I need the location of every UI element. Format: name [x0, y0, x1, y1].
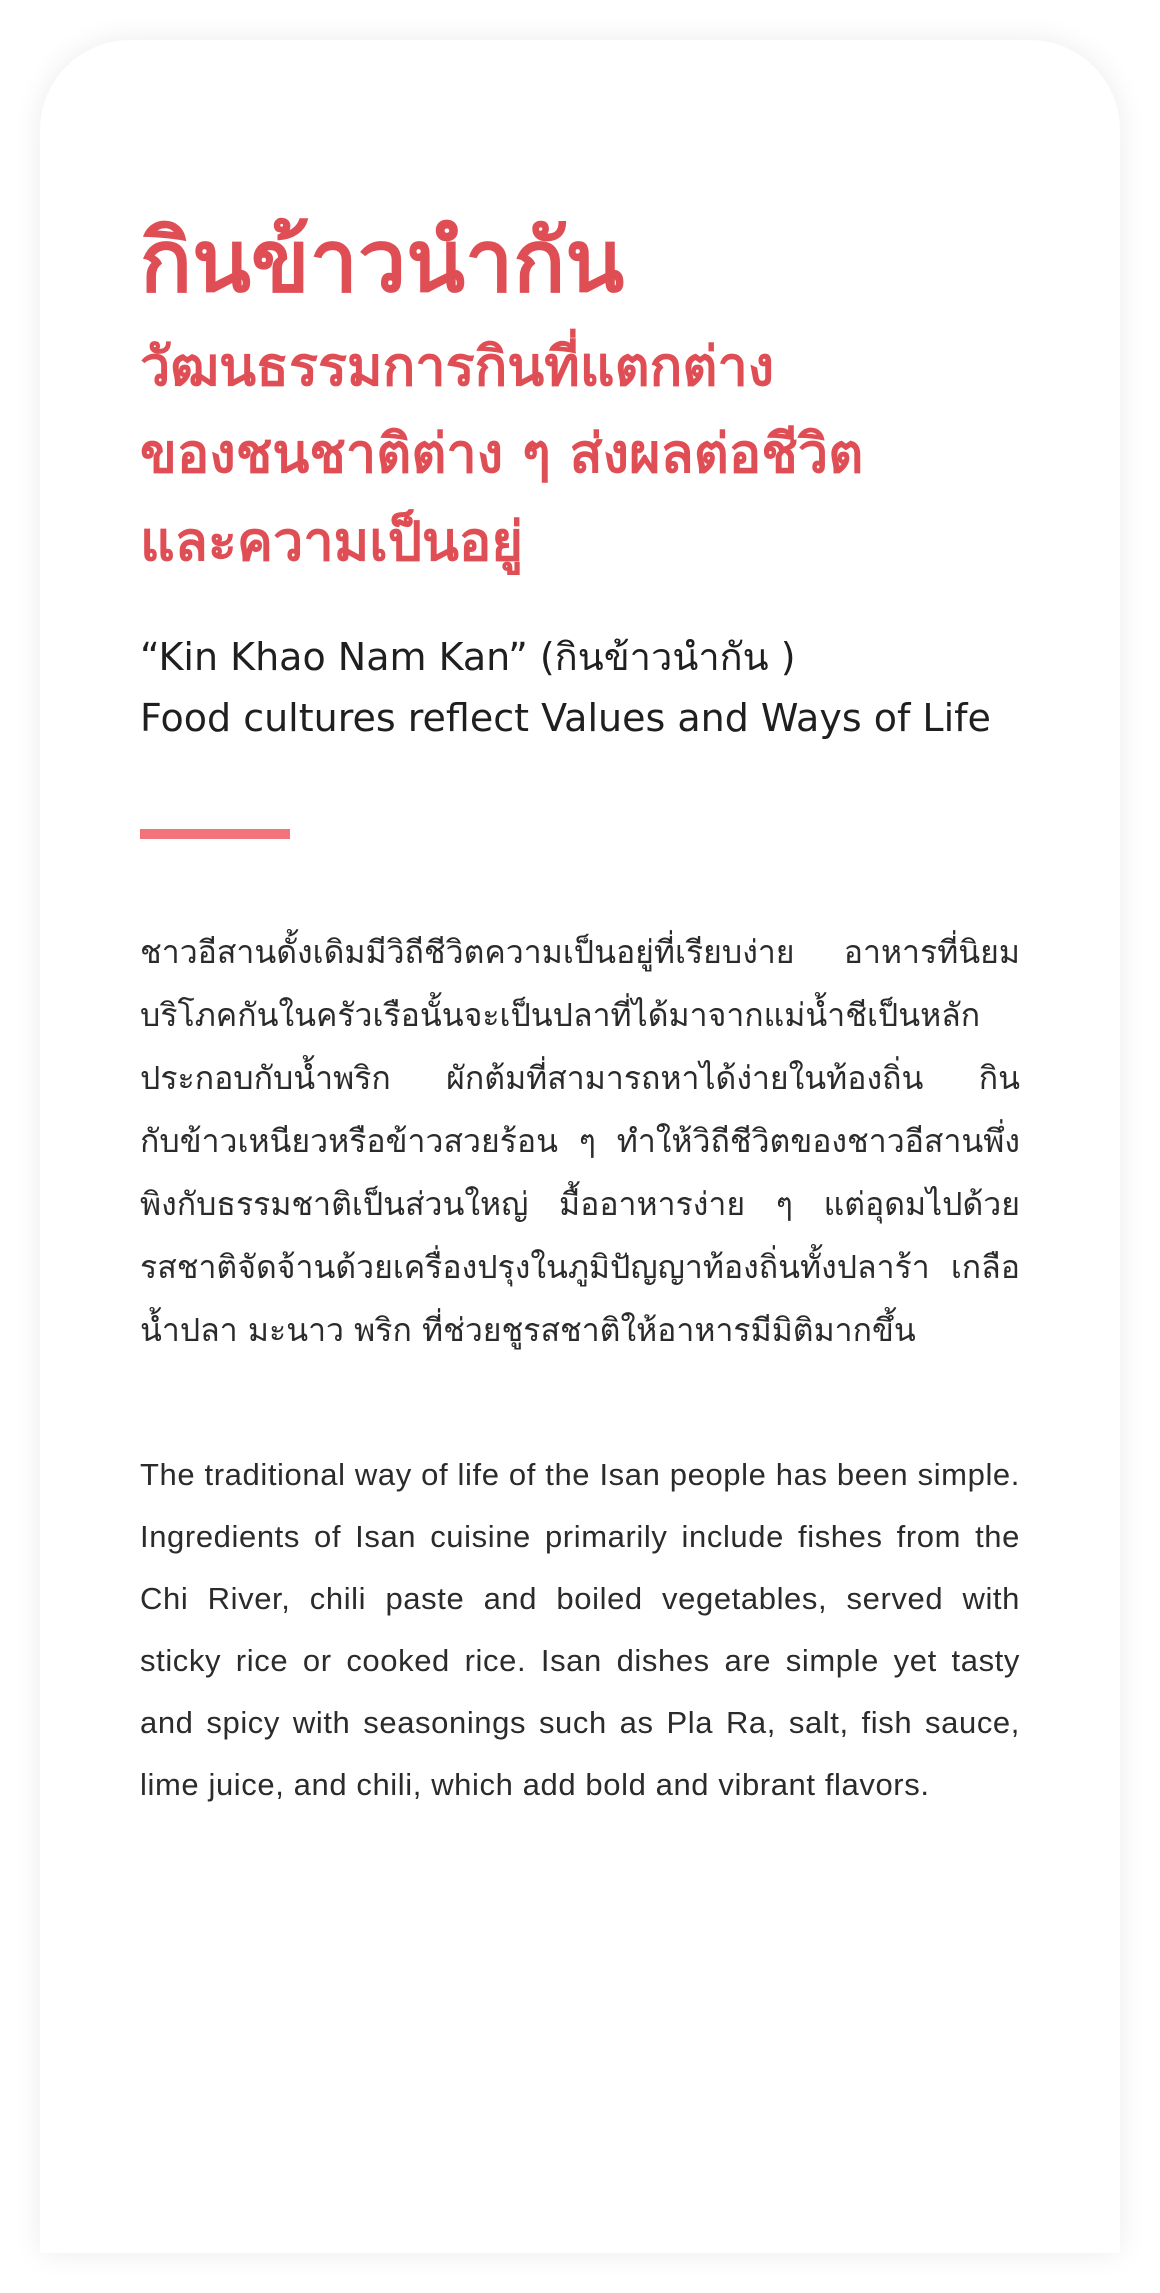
page-subtitle-thai: [140, 323, 1020, 585]
body-paragraph-thai: ชาวอีสานดั้งเดิมมีวิถีชีวิตความเป็นอยู่ที่เรียบง่าย อาหารที่นิยมบริโภคกันในครัวเรือนั้นจะเป็นปลาที่ได้มาจากแม่น้ำชีเป็นหลัก ประกอบกับน้ำพริก ผักต้มที่สามารถหาได้ง่ายในท้องถิ่น กินกับข้าวเหนียวหรือข้าวสวยร้อน ๆ ทำให้วิถีชีวิตของชาวอีสานพึ่งพิงกับธรรมชาติเป็นส่วนใหญ่ มื้ออาหารง่าย ๆ แต่อุดมไปด้วยรสชาติจัดจ้านด้วยเครื่องปรุงในภูมิปัญญาท้องถิ่นทั้งปลาร้า เกลือ น้ำปลา มะนาว พริก ที่ช่วยชูรสชาติให้อาหารมีมิติมากขึ้น: [140, 932, 1020, 1349]
article-card: [40, 40, 1120, 2253]
english-heading: [140, 627, 1020, 749]
subtitle-line: ของชนชาติต่าง ๆ ส่งผลต่อชีวิต: [140, 422, 864, 486]
subtitle-line: วัฒนธรรมการกินที่แตกต่าง: [140, 334, 775, 398]
english-heading-line: Food cultures reflect Values and Ways of Life: [140, 696, 991, 741]
body-paragraph-english: The traditional way of life of the Isan people has been simple. Ingredients of Isan cuisine primarily include fishes from the Chi River, chili paste and boiled vegetables, served with sticky rice or cooked rice. Isan dishes are simple yet tasty and spicy with seasonings such as Pla Ra, salt, fish sauce, lime juice, and chili, which add bold and vibrant flavors.: [140, 1456, 1020, 1802]
accent-divider: [140, 829, 290, 839]
page-title: กินข้าวนำกัน: [140, 212, 625, 312]
subtitle-line: และความเป็นอยู่: [140, 509, 523, 573]
english-heading-line: “Kin Khao Nam Kan” (กินข้าวนำกัน ): [140, 635, 796, 680]
